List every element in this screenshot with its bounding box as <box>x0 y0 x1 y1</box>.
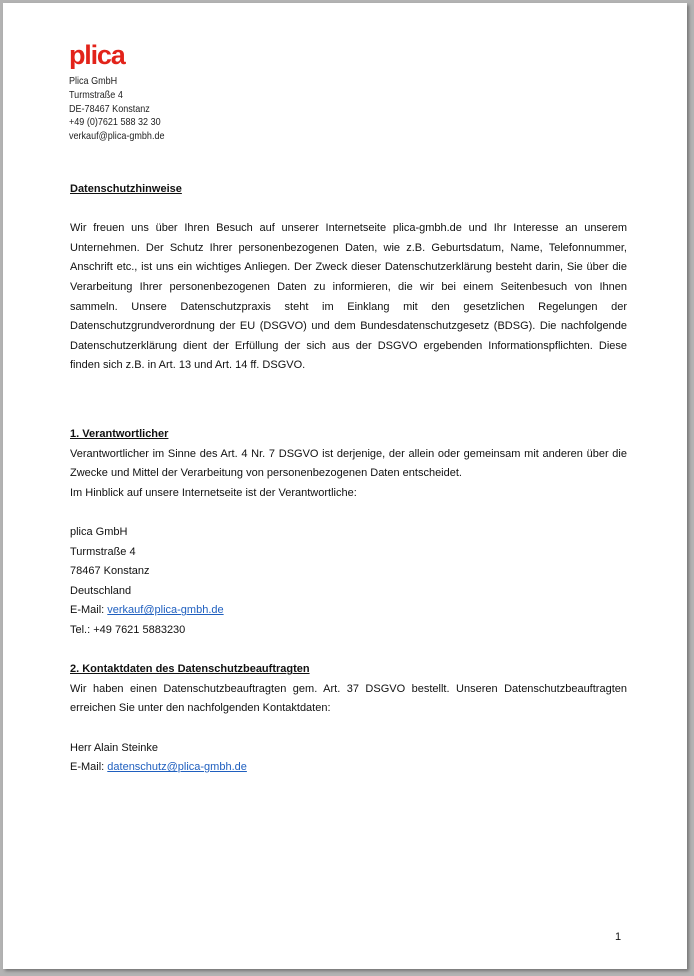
address-line: Turmstraße 4 <box>69 88 123 101</box>
contact-city: 78467 Konstanz <box>70 565 150 578</box>
address-line: Plica GmbH <box>69 75 118 87</box>
contact-tel: Tel.: +49 7621 5883230 <box>70 624 186 637</box>
email-label: E-Mail: <box>70 761 108 774</box>
address-line: DE-78467 Konstanz <box>69 102 150 115</box>
page-number: 1 <box>615 931 622 943</box>
section-heading-verantwortlicher: 1. Verantwortlicher <box>70 428 169 441</box>
section1-paragraph: Verantwortlicher im Sinne des Art. 4 Nr. 7 DSGVO ist derjenige, der allein oder gemeinsam mit anderen über die Zwecke und Mittel der Verarbeitung von personenbezogenen Daten entscheidet. <box>70 447 627 480</box>
contact-country: Deutschland <box>70 584 132 597</box>
email-label: E-Mail: <box>70 604 108 617</box>
dpo-email-row <box>70 758 627 778</box>
email-link-verkauf[interactable]: verkauf@plica-gmbh.de <box>107 604 224 617</box>
section2-paragraph: Wir haben einen Datenschutzbeauftragten gem. Art. 37 DSGVO bestellt. Unseren Datenschutzbeauftragten erreichen Sie unter den nachfolgenden Kontaktdaten: <box>70 682 627 715</box>
email-link-datenschutz[interactable]: datenschutz@plica-gmbh.de <box>107 761 247 774</box>
document-page <box>3 3 687 969</box>
document-body <box>70 180 627 778</box>
plica-logo <box>69 43 143 69</box>
section-heading-datenschutzbeauftragter: 2. Kontaktdaten des Datenschutzbeauftragten <box>70 663 310 676</box>
contact-email-row <box>70 601 627 621</box>
logo-text: plica <box>69 43 125 69</box>
contact-street: Turmstraße 4 <box>70 545 136 558</box>
company-address-block <box>69 75 165 144</box>
address-line: verkauf@plica-gmbh.de <box>69 130 165 143</box>
document-title: Datenschutzhinweise <box>70 183 182 195</box>
intro-paragraph: Wir freuen uns über Ihren Besuch auf unserer Internetseite plica-gmbh.de und Ihr Interesse an unserem Unternehmen. Der Schutz Ihrer personenbezogenen Daten, wie z.B. Geburtsdatum, Name, Telefonnummer, Anschrift etc., ist uns ein wichtiges Anliegen. Der Zweck dieser Datenschutzerklärung besteht darin, Sie über die Verarbeitung Ihrer personenbezogenen Daten zu informieren, die wir bei einem Seitenbesuch von Ihnen sammeln. Unsere Datenschutzpraxis steht im Einklang mit den gesetzlichen Regelungen der Datenschutzgrundverordnung der EU (DSGVO) und dem Bundesdatenschutzgesetz (BDSG). Die nachfolgende Datenschutzerklärung dient der Erfüllung der sich aus der DSGVO ergebenden Informationspflichten. Diese finden sich z.B. in Art. 13 und Art. 14 ff. DSGVO. <box>70 222 627 372</box>
section1-paragraph-2: Im Hinblick auf unsere Internetseite ist der Verantwortliche: <box>70 486 357 499</box>
address-line: +49 (0)7621 588 32 30 <box>69 116 161 129</box>
contact-company: plica GmbH <box>70 526 128 539</box>
dpo-name: Herr Alain Steinke <box>70 741 159 754</box>
